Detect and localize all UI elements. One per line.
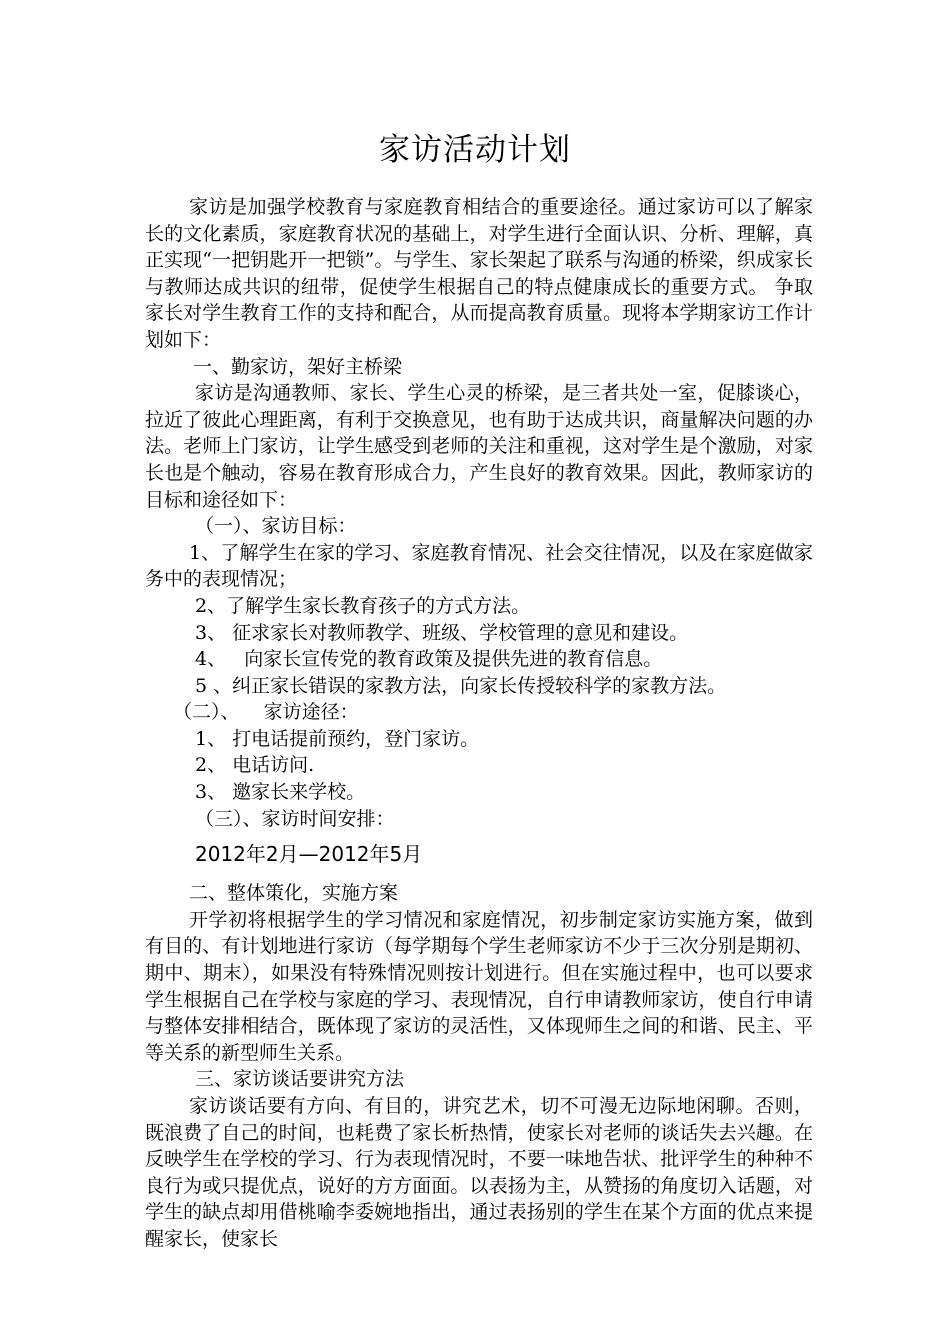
section-2-paragraph: 开学初将根据学生的学习情况和家庭情况，初步制定家访实施方案，做到有目的、有计划地进行家访（每学期每个学生老师家访不少于三次分别是期初、期中、期末），如果没有特殊情况则按计划进行。但在实施过程中，也可以要求学生根据自己在学校与家庭的学习、表现情况，自行申请教师家访，使自行申请与整体安排相结合，既体现了家访的灵活性，又体现师生之间的和谐、民主、平等关系的新型师生关系。	[145, 908, 813, 1064]
method-item-2: 2、 电话访问.	[195, 754, 315, 777]
goal-item-2: 2、了解学生家长教育孩子的方式方法。	[195, 594, 531, 617]
subsection-heading-methods: （二）、 家访途径：	[173, 701, 359, 724]
document-body	[145, 194, 813, 1253]
section-heading-2: 二、整体策化，实施方案	[189, 882, 399, 905]
section-heading-1: 一、勤家访，架好主桥梁	[193, 355, 403, 378]
section-3-paragraph: 家访谈话要有方向、有目的，讲究艺术，切不可漫无边际地闲聊。否则，既浪费了自己的时间，也耗费了家长析热情，使家长对老师的谈话失去兴趣。在反映学生在学校的学习、行为表现情况时，不要一味地告状、批评学生的种种不良行为或只提优点，说好的方方面面。以表扬为主，从赞扬的角度切入话题，对学生的缺点却用借桃喻李委婉地指出，通过表扬别的学生在某个方面的优点来提醒家长，使家长	[145, 1095, 813, 1250]
section-heading-3: 三、家访谈话要讲究方法	[195, 1068, 405, 1091]
intro-paragraph: 家访是加强学校教育与家庭教育相结合的重要途径。通过家访可以了解家长的文化素质，家庭教育状况的基础上，对学生进行全面认识、分析、理解，真正实现“一把钥匙开一把锁”。与学生、家长架起了联系与沟通的桥梁，织成家长与教师达成共识的纽带，促使学生根据自己的特点健康成长的重要方式。 争取家长对学生教育工作的支持和配合，从而提高教育质量。现将本学期家访工作计划如下：	[145, 196, 813, 351]
section-1-paragraph: 家访是沟通教师、家长、学生心灵的桥梁，是三者共处一室，促膝谈心，拉近了彼此心理距离，有利于交换意见，也有助于达成共识，商量解决问题的办法。老师上门家访，让学生感受到老师的关注和重视，这对学生是个激励，对家长也是个触动，容易在教育形成合力，产生良好的教育效果。因此，教师家访的目标和途径如下：	[145, 382, 813, 511]
goal-item-4: 4、 向家长宣传党的教育政策及提供先进的教育信息。	[195, 648, 663, 671]
schedule-date-range: 2012年2月—2012年5月	[195, 842, 423, 867]
subsection-heading-goals: （一）、家访目标：	[195, 515, 357, 538]
goal-item-5: 5 、纠正家长错误的家教方法，向家长传授较科学的家教方法。	[195, 674, 727, 697]
subsection-heading-schedule: （三）、家访时间安排：	[195, 807, 395, 830]
goal-item-1: 1、了解学生在家的学习、家庭教育情况、社会交往情况，以及在家庭做家务中的表现情况；	[145, 541, 813, 591]
document-title: 家访活动计划	[379, 132, 571, 168]
goal-item-3: 3、 征求家长对教师教学、班级、学校管理的意见和建设。	[195, 621, 689, 644]
method-item-3: 3、 邀家长来学校。	[195, 781, 366, 804]
method-item-1: 1、 打电话提前预约，登门家访。	[195, 727, 480, 750]
